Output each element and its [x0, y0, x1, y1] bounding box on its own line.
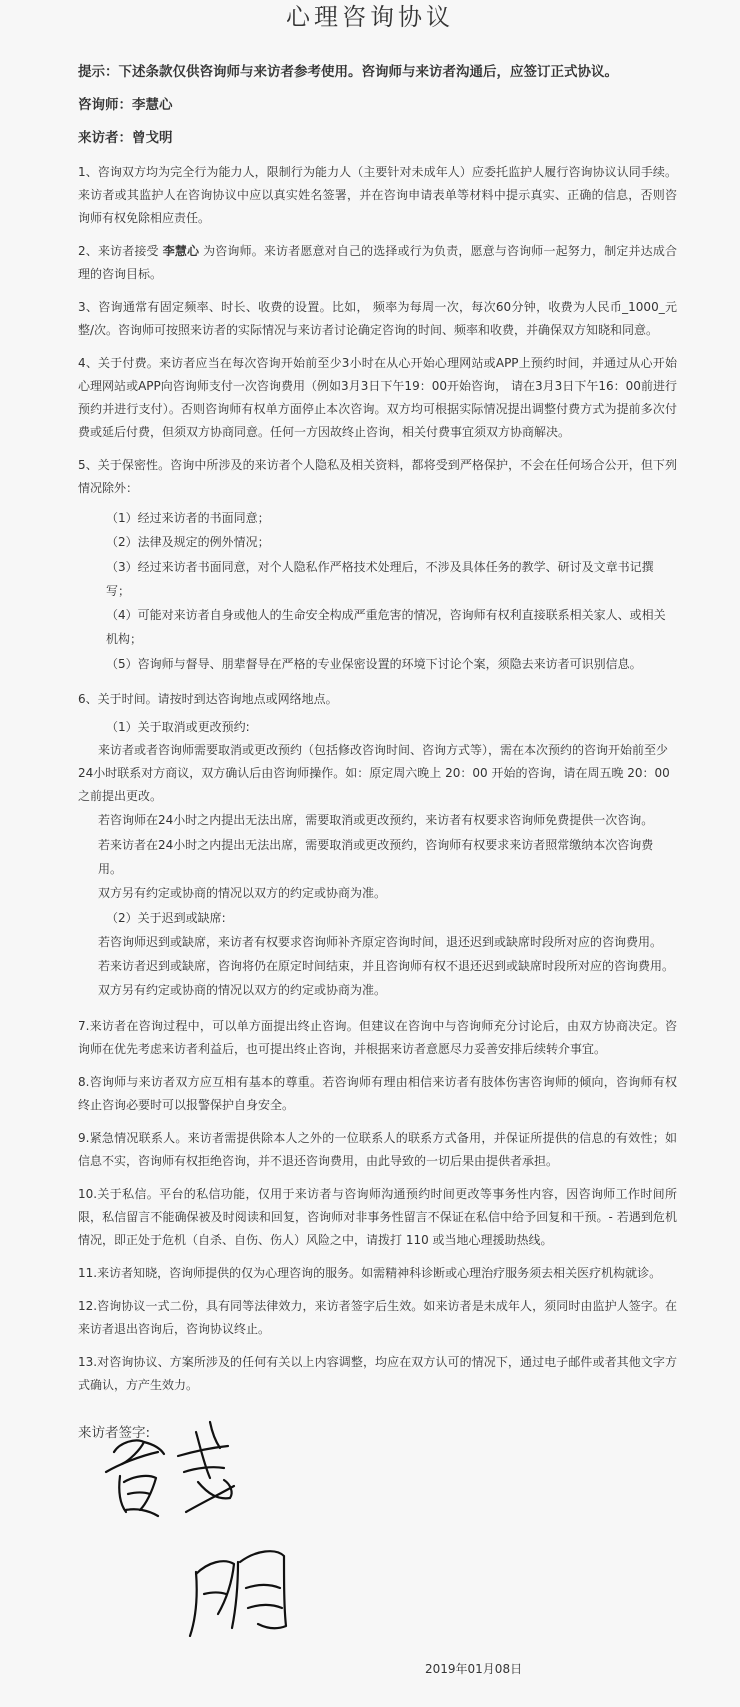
client-name: 曾戈明 [132, 130, 173, 146]
clause-1: 1、咨询双方均为完全行为能力人，限制行为能力人（主要针对未成年人）应委托监护人履行咨询协议认同手续。来访者或其监护人在咨询协议中应以真实姓名签署，并在咨询申请表单等材料中提示真实、正确的信息，否则咨询师有权免除相应责任。 [78, 165, 677, 225]
clause-2-prefix: 2、来访者接受 [78, 244, 163, 258]
clause-5: 5、关于保密性。咨询中所涉及的来访者个人隐私及相关资料，都将受到严格保护，不会在任何场合公开，但下列情况除外： [78, 458, 677, 495]
document-title: 心理咨询协议 [286, 3, 454, 31]
exception-item: （2）法律及规定的例外情况； [106, 535, 270, 550]
clause-6-subheading-late: （2）关于迟到或缺席: [106, 910, 226, 925]
signing-date: 2019年01月08日 [425, 1662, 523, 1676]
clause-6-cancel-line: 若咨询师在24小时之内提出无法出席，需要取消或更改预约，来访者有权要求咨询师免费提供一次咨询。 [98, 813, 654, 828]
exception-item: （4）可能对来访者自身或他人的生命安全构成严重危害的情况，咨询师有权利直接联系相关家人、或相关机构； [106, 608, 666, 647]
clause-3: 3、咨询通常有固定频率、时长、收费的设置。比如， 频率为每周一次，每次60分钟，收费为人民币_1000_元整/次。咨询师可按照来访者的实际情况与来访者讨论确定咨询的时间、频率和收费，并确保双方知晓和同意。 [78, 300, 677, 337]
hint-text: 提示：下述条款仅供咨询师与来访者参考使用。咨询师与来访者沟通后，应签订正式协议。 [78, 64, 618, 80]
clause-9: 9.紧急情况联系人。来访者需提供除本人之外的一位联系人的联系方式备用，并保证所提供的信息的有效性；如信息不实，咨询师有权拒绝咨询，并不退还咨询费用，由此导致的一切后果由提供者承担。 [78, 1130, 677, 1168]
clause-6-late-line: 若来访者迟到或缺席，咨询将仍在原定时间结束，并且咨询师有权不退还迟到或缺席时段所对应的咨询费用。 [98, 959, 675, 974]
counselor-line [78, 95, 677, 115]
clause-6: 6、关于时间。请按时到达咨询地点或网络地点。 [78, 692, 338, 707]
clause-6-cancel-line: 若来访者在24小时之内提出无法出席，需要取消或更改预约，咨询师有权要求来访者照常缴纳本次咨询费用。 [98, 837, 654, 876]
clause-5-exceptions [78, 506, 677, 676]
clause-10: 10.关于私信。平台的私信功能，仅用于来访者与咨询师沟通预约时间更改等事务性内容，因咨询师工作时间所限，私信留言不能确保被及时阅读和回复，咨询师对非事务性留言不保证在私信中给予回复和干预。- 若遇到危机情况，即正处于危机（自杀、自伤、伤人）风险之中，请拨打 110 或当地心理援助热线。 [78, 1186, 677, 1247]
handwritten-signature [100, 1412, 330, 1637]
clause-6-late-line: 双方另有约定或协商的情况以双方的约定或协商为准。 [98, 983, 387, 998]
clause-6-late-line: 若咨询师迟到或缺席，来访者有权要求咨询师补齐原定咨询时间，退还迟到或缺席时段所对应的咨询费用。 [98, 934, 663, 949]
exception-item: （5）咨询师与督导、朋辈督导在严格的专业保密设置的环境下讨论个案，须隐去来访者可识别信息。 [106, 656, 642, 671]
exception-item: （3）经过来访者书面同意，对个人隐私作严格技术处理后，不涉及具体任务的教学、研讨及文章书记撰写； [106, 559, 654, 598]
clause-6-cancel-text: 来访者或者咨询师需要取消或更改预约（包括修改咨询时间、咨询方式等），需在本次预约的咨询开始前至少24小时联系对方商议，双方确认后由咨询师操作。如：原定周六晚上 20：00 开始的咨询，请在周五晚 20：00 之前提出更改。 [78, 743, 670, 804]
counselor-name: 李慧心 [132, 97, 173, 113]
clause-2-counselor-name: 李慧心 [162, 244, 200, 258]
clause-6-details [78, 715, 677, 1003]
clause-8: 8.咨询师与来访者双方应互相有基本的尊重。若咨询师有理由相信来访者有肢体伤害咨询师的倾向，咨询师有权终止咨询必要时可以报警保护自身安全。 [78, 1074, 677, 1112]
clause-13: 13.对咨询协议、方案所涉及的任何有关以上内容调整，均应在双方认可的情况下，通过电子邮件或者其他文字方式确认，方产生效力。 [78, 1354, 677, 1392]
document-body [0, 36, 740, 1443]
clause-12: 12.咨询协议一式二份，具有同等法律效力，来访者签字后生效。如来访者是未成年人，须同时由监护人签字。在来访者退出咨询后，咨询协议终止。 [78, 1298, 677, 1336]
client-label: 来访者： [78, 130, 132, 146]
clause-6-cancel-line: 双方另有约定或协商的情况以双方的约定或协商为准。 [98, 886, 387, 901]
clause-2 [78, 240, 677, 286]
exception-item: （1）经过来访者的书面同意； [106, 511, 270, 525]
counselor-label: 咨询师： [78, 97, 132, 113]
clause-11: 11.来访者知晓，咨询师提供的仅为心理咨询的服务。如需精神科诊断或心理治疗服务须去相关医疗机构就诊。 [78, 1265, 662, 1280]
clause-6-subheading-cancel: （1）关于取消或更改预约: [106, 720, 250, 735]
clause-2-suffix: 为咨询师。来访者愿意对自己的选择或行为负责，愿意与咨询师一起努力，制定并达成合理的咨询目标。 [78, 244, 677, 281]
clause-7: 7.来访者在咨询过程中，可以单方面提出终止咨询。但建议在咨询中与咨询师充分讨论后，由双方协商决定。咨询师在优先考虑来访者利益后，也可提出终止咨询，并根据来访者意愿尽力妥善安排后续转介事宜。 [78, 1018, 677, 1056]
clause-4: 4、关于付费。来访者应当在每次咨询开始前至少3小时在从心开始心理网站或APP上预约时间，并通过从心开始心理网站或APP向咨询师支付一次咨询费用（例如3月3日下午19：00开始咨询， 请在3月3日下午16：00前进行预约并进行支付）。否则咨询师有权单方面停止本次咨询。双方均可根据实际情况提出调整付费方式为提前多次付费或延后付费，但须双方协商同意。任何一方因故终止咨询，相关付费事宜须双方协商解决。 [78, 356, 677, 439]
signature-label: 来访者签字: [78, 1424, 151, 1441]
client-line [78, 128, 677, 148]
